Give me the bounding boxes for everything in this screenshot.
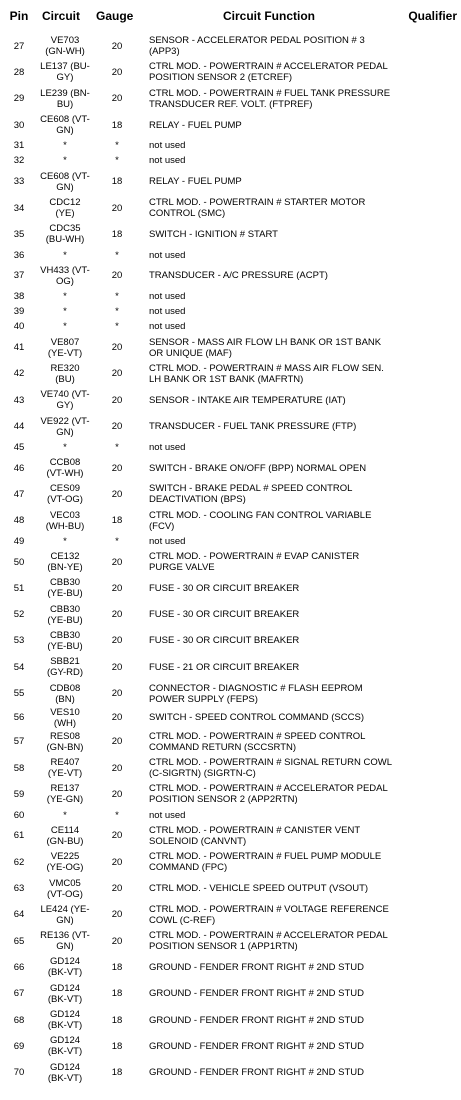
gauge-cell: 18	[111, 228, 123, 240]
circuit-cell: CDB08 (BN)	[49, 682, 81, 705]
qualifier-cell	[396, 413, 461, 439]
gauge-cell: 20	[111, 421, 123, 433]
pin-cell: 56	[13, 712, 25, 724]
gauge-cell: 18	[111, 119, 123, 131]
qualifier-cell	[396, 902, 461, 928]
pin-cell: 38	[13, 291, 25, 303]
qualifier-cell	[396, 954, 461, 980]
gauge-cell: 20	[111, 66, 123, 78]
gauge-cell: *	[115, 535, 119, 547]
header-row	[0, 0, 461, 33]
qualifier-cell	[396, 575, 461, 601]
qualifier-cell	[396, 875, 461, 901]
circuit-cell: GD124 (BK-VT)	[47, 1009, 83, 1032]
gauge-cell: *	[115, 140, 119, 152]
table-row	[0, 707, 461, 729]
qualifier-cell	[396, 33, 461, 59]
qualifier-cell	[396, 755, 461, 781]
circuit-cell: VE225 (YE-OG)	[46, 851, 84, 874]
pin-cell: 61	[13, 830, 25, 842]
function-cell: not used	[149, 441, 186, 453]
pin-cell: 54	[13, 661, 25, 673]
pin-cell: 70	[13, 1067, 25, 1079]
gauge-cell: 18	[111, 961, 123, 973]
circuit-cell: CE114 (GN-BU)	[46, 824, 84, 847]
function-cell: CTRL MOD. - POWERTRAIN # ACCELERATOR PEDAL POSITION SENSOR 2 (APP2RTN)	[149, 783, 388, 806]
table-row	[0, 507, 461, 533]
gauge-cell: 20	[111, 883, 123, 895]
qualifier-cell	[396, 1007, 461, 1033]
gauge-cell: 20	[111, 462, 123, 474]
header-pin: Pin	[9, 9, 29, 23]
qualifier-cell	[396, 361, 461, 387]
circuit-cell: RES08 (GN-BN)	[46, 730, 84, 753]
gauge-cell: 20	[111, 394, 123, 406]
table-row	[0, 247, 461, 262]
circuit-cell: CBB30 (YE-BU)	[47, 603, 83, 626]
gauge-cell: 20	[111, 661, 123, 673]
qualifier-cell	[396, 707, 461, 729]
function-cell: CTRL MOD. - VEHICLE SPEED OUTPUT (VSOUT)	[149, 883, 369, 895]
qualifier-cell	[396, 387, 461, 413]
table-row	[0, 387, 461, 413]
table-row	[0, 981, 461, 1007]
table-row	[0, 875, 461, 901]
gauge-cell: 20	[111, 556, 123, 568]
circuit-cell: LE424 (YE-GN)	[40, 903, 90, 926]
pin-cell: 57	[13, 736, 25, 748]
circuit-cell: VEC03 (WH-BU)	[45, 509, 85, 532]
pin-cell: 53	[13, 635, 25, 647]
table-body	[0, 33, 461, 1086]
table-row	[0, 928, 461, 954]
table-row	[0, 221, 461, 247]
function-cell: CTRL MOD. - POWERTRAIN # EVAP CANISTER PURGE VALVE	[149, 551, 360, 574]
qualifier-cell	[396, 289, 461, 304]
circuit-cell: CE132 (BN-YE)	[47, 551, 83, 574]
function-cell: FUSE - 30 OR CIRCUIT BREAKER	[149, 609, 300, 621]
qualifier-cell	[396, 849, 461, 875]
function-cell: SWITCH - IGNITION # START	[149, 228, 278, 240]
pin-cell: 58	[13, 762, 25, 774]
function-cell: GROUND - FENDER FRONT RIGHT # 2ND STUD	[149, 961, 364, 973]
qualifier-cell	[396, 86, 461, 112]
function-cell: CTRL MOD. - POWERTRAIN # FUEL TANK PRESSURE TRANSDUCER REF. VOLT. (FTPREF)	[149, 87, 391, 110]
table-row	[0, 808, 461, 823]
table-row	[0, 319, 461, 334]
circuit-cell: GD124 (BK-VT)	[47, 1035, 83, 1058]
pin-cell: 37	[13, 270, 25, 282]
circuit-cell: SBB21 (GY-RD)	[46, 656, 84, 679]
circuit-cell: CBB30 (YE-BU)	[47, 577, 83, 600]
circuit-cell: CDC12 (YE)	[49, 197, 81, 219]
qualifier-cell	[396, 1059, 461, 1085]
circuit-cell: CBB30 (YE-BU)	[47, 629, 83, 652]
pin-cell: 66	[13, 961, 25, 973]
gauge-cell: 20	[111, 488, 123, 500]
gauge-cell: *	[115, 155, 119, 167]
qualifier-cell	[396, 507, 461, 533]
circuit-cell: RE136 (VT-GN)	[40, 930, 90, 953]
table-row	[0, 263, 461, 289]
pin-cell: 43	[13, 394, 25, 406]
circuit-cell: VMC05 (VT-OG)	[47, 877, 83, 900]
qualifier-cell	[396, 549, 461, 575]
pin-cell: 55	[13, 688, 25, 700]
gauge-cell: 20	[111, 270, 123, 282]
circuit-cell: *	[63, 535, 67, 547]
circuit-cell: CDC35 (BU-WH)	[45, 223, 85, 246]
gauge-cell: 20	[111, 856, 123, 868]
table-row	[0, 86, 461, 112]
pin-cell: 49	[13, 535, 25, 547]
function-cell: FUSE - 21 OR CIRCUIT BREAKER	[149, 661, 300, 673]
circuit-cell: *	[63, 306, 67, 318]
gauge-cell: 20	[111, 342, 123, 354]
pin-cell: 51	[13, 582, 25, 594]
function-cell: RELAY - FUEL PUMP	[149, 176, 242, 188]
circuit-cell: *	[63, 140, 67, 152]
function-cell: TRANSDUCER - FUEL TANK PRESSURE (FTP)	[149, 421, 357, 433]
circuit-cell: CE608 (VT-GN)	[40, 170, 90, 193]
table-header	[0, 0, 461, 33]
table-row	[0, 549, 461, 575]
pin-cell: 45	[13, 441, 25, 453]
gauge-cell: *	[115, 809, 119, 821]
function-cell: TRANSDUCER - A/C PRESSURE (ACPT)	[149, 270, 328, 282]
pin-cell: 33	[13, 176, 25, 188]
function-cell: CTRL MOD. - POWERTRAIN # CANISTER VENT SOLENOID (CANVNT)	[149, 824, 360, 847]
pin-cell: 36	[13, 249, 25, 261]
table-row	[0, 59, 461, 85]
table-row	[0, 849, 461, 875]
pin-cell: 67	[13, 988, 25, 1000]
function-cell: GROUND - FENDER FRONT RIGHT # 2ND STUD	[149, 1040, 364, 1052]
gauge-cell: 20	[111, 40, 123, 52]
circuit-cell: CCB08 (VT-WH)	[46, 457, 84, 480]
pin-cell: 64	[13, 909, 25, 921]
gauge-cell: *	[115, 249, 119, 261]
pin-cell: 46	[13, 462, 25, 474]
pin-cell: 34	[13, 202, 25, 214]
circuit-cell: RE137 (YE-GN)	[46, 783, 84, 806]
circuit-cell: VE740 (VT-GY)	[40, 389, 90, 412]
gauge-cell: 20	[111, 712, 123, 724]
qualifier-cell	[396, 59, 461, 85]
function-cell: GROUND - FENDER FRONT RIGHT # 2ND STUD	[149, 1067, 364, 1079]
qualifier-cell	[396, 263, 461, 289]
function-cell: CONNECTOR - DIAGNOSTIC # FLASH EEPROM POWER SUPPLY (FEPS)	[149, 682, 363, 705]
qualifier-cell	[396, 304, 461, 319]
function-cell: RELAY - FUEL PUMP	[149, 119, 242, 131]
function-cell: SWITCH - BRAKE PEDAL # SPEED CONTROL DEACTIVATION (BPS)	[149, 483, 353, 506]
gauge-cell: 18	[111, 1040, 123, 1052]
gauge-cell: *	[115, 306, 119, 318]
pin-cell: 31	[13, 140, 25, 152]
gauge-cell: 20	[111, 368, 123, 380]
qualifier-cell	[396, 335, 461, 361]
qualifier-cell	[396, 153, 461, 168]
qualifier-cell	[396, 112, 461, 138]
table-row	[0, 902, 461, 928]
circuit-cell: VE922 (VT-GN)	[40, 415, 90, 438]
pin-cell: 62	[13, 856, 25, 868]
gauge-cell: 18	[111, 988, 123, 1000]
qualifier-cell	[396, 455, 461, 481]
qualifier-cell	[396, 195, 461, 221]
function-cell: CTRL MOD. - COOLING FAN CONTROL VARIABLE (FCV)	[149, 509, 372, 532]
pin-cell: 27	[13, 40, 25, 52]
function-cell: CTRL MOD. - POWERTRAIN # FUEL PUMP MODULE COMMAND (FPC)	[149, 851, 382, 874]
table-row	[0, 440, 461, 455]
circuit-cell: LE137 (BU-GY)	[40, 61, 90, 84]
qualifier-cell	[396, 138, 461, 153]
pin-cell: 65	[13, 935, 25, 947]
qualifier-cell	[396, 481, 461, 507]
qualifier-cell	[396, 1033, 461, 1059]
pin-cell: 47	[13, 488, 25, 500]
circuit-cell: RE320 (BU)	[50, 362, 80, 385]
pin-cell: 69	[13, 1040, 25, 1052]
pin-cell: 60	[13, 809, 25, 821]
table-row	[0, 654, 461, 680]
table-row	[0, 289, 461, 304]
pin-cell: 63	[13, 883, 25, 895]
qualifier-cell	[396, 319, 461, 334]
pin-cell: 28	[13, 66, 25, 78]
qualifier-cell	[396, 781, 461, 807]
gauge-cell: 18	[111, 515, 123, 527]
function-cell: not used	[149, 291, 186, 303]
table-row	[0, 729, 461, 755]
circuit-cell: VES10 (WH)	[50, 706, 80, 729]
circuit-cell: GD124 (BK-VT)	[47, 982, 83, 1005]
gauge-cell: 20	[111, 830, 123, 842]
qualifier-cell	[396, 729, 461, 755]
pin-cell: 29	[13, 93, 25, 105]
gauge-cell: *	[115, 321, 119, 333]
gauge-cell: 20	[111, 582, 123, 594]
table-row	[0, 680, 461, 706]
pin-cell: 35	[13, 228, 25, 240]
function-cell: CTRL MOD. - POWERTRAIN # STARTER MOTOR CONTROL (SMC)	[149, 197, 366, 219]
gauge-cell: 20	[111, 736, 123, 748]
function-cell: not used	[149, 535, 186, 547]
table-row	[0, 138, 461, 153]
circuit-cell: CES09 (VT-OG)	[47, 483, 83, 506]
table-row	[0, 112, 461, 138]
function-cell: SENSOR - INTAKE AIR TEMPERATURE (IAT)	[149, 394, 346, 406]
gauge-cell: 20	[111, 935, 123, 947]
table-row	[0, 455, 461, 481]
table-row	[0, 481, 461, 507]
qualifier-cell	[396, 440, 461, 455]
pin-cell: 68	[13, 1014, 25, 1026]
function-cell: not used	[149, 140, 186, 152]
qualifier-cell	[396, 221, 461, 247]
function-cell: GROUND - FENDER FRONT RIGHT # 2ND STUD	[149, 1014, 364, 1026]
gauge-cell: *	[115, 291, 119, 303]
table-row	[0, 628, 461, 654]
table-row	[0, 1007, 461, 1033]
circuit-cell: VE703 (GN-WH)	[45, 35, 85, 58]
pin-cell: 59	[13, 788, 25, 800]
table-row	[0, 954, 461, 980]
table-row	[0, 413, 461, 439]
qualifier-cell	[396, 680, 461, 706]
pin-cell: 44	[13, 421, 25, 433]
circuit-cell: CE608 (VT-GN)	[40, 114, 90, 137]
function-cell: SWITCH - SPEED CONTROL COMMAND (SCCS)	[149, 712, 364, 724]
pin-cell: 41	[13, 342, 25, 354]
qualifier-cell	[396, 247, 461, 262]
table-row	[0, 33, 461, 59]
pin-cell: 48	[13, 515, 25, 527]
pin-cell: 52	[13, 609, 25, 621]
function-cell: SENSOR - MASS AIR FLOW LH BANK OR 1ST BANK OR UNIQUE (MAF)	[149, 336, 382, 359]
circuit-cell: *	[63, 809, 67, 821]
table-row	[0, 153, 461, 168]
qualifier-cell	[396, 628, 461, 654]
function-cell: GROUND - FENDER FRONT RIGHT # 2ND STUD	[149, 988, 364, 1000]
qualifier-cell	[396, 823, 461, 849]
table-row	[0, 781, 461, 807]
pin-cell: 30	[13, 119, 25, 131]
function-cell: CTRL MOD. - POWERTRAIN # SPEED CONTROL COMMAND RETURN (SCCSRTN)	[149, 730, 366, 753]
function-cell: not used	[149, 249, 186, 261]
gauge-cell: 18	[111, 1067, 123, 1079]
function-cell: not used	[149, 321, 186, 333]
circuit-cell: *	[63, 291, 67, 303]
function-cell: FUSE - 30 OR CIRCUIT BREAKER	[149, 582, 300, 594]
header-circuit: Circuit	[42, 9, 81, 23]
header-circuit-function: Circuit Function	[223, 9, 315, 23]
table-row	[0, 169, 461, 195]
circuit-cell: *	[63, 249, 67, 261]
circuit-cell: *	[63, 155, 67, 167]
pin-cell: 32	[13, 155, 25, 167]
table-row	[0, 534, 461, 549]
gauge-cell: *	[115, 441, 119, 453]
qualifier-cell	[396, 981, 461, 1007]
gauge-cell: 20	[111, 909, 123, 921]
circuit-cell: GD124 (BK-VT)	[47, 956, 83, 979]
gauge-cell: 20	[111, 635, 123, 647]
circuit-cell: VE807 (YE-VT)	[47, 336, 83, 359]
pin-cell: 39	[13, 306, 25, 318]
table-row	[0, 1033, 461, 1059]
gauge-cell: 20	[111, 788, 123, 800]
table-row	[0, 575, 461, 601]
gauge-cell: 20	[111, 609, 123, 621]
table-row	[0, 823, 461, 849]
qualifier-cell	[396, 534, 461, 549]
circuit-cell: RE407 (YE-VT)	[47, 757, 83, 780]
gauge-cell: 20	[111, 93, 123, 105]
pin-cell: 50	[13, 556, 25, 568]
table-row	[0, 304, 461, 319]
qualifier-cell	[396, 808, 461, 823]
header-gauge: Gauge	[96, 9, 134, 23]
gauge-cell: 18	[111, 1014, 123, 1026]
function-cell: CTRL MOD. - POWERTRAIN # VOLTAGE REFERENCE COWL (C-REF)	[149, 903, 389, 926]
function-cell: FUSE - 30 OR CIRCUIT BREAKER	[149, 635, 300, 647]
qualifier-cell	[396, 654, 461, 680]
function-cell: SENSOR - ACCELERATOR PEDAL POSITION # 3 (APP3)	[149, 35, 365, 58]
pin-cell: 42	[13, 368, 25, 380]
gauge-cell: 20	[111, 688, 123, 700]
circuit-cell: *	[63, 441, 67, 453]
circuit-cell: GD124 (BK-VT)	[47, 1061, 83, 1084]
qualifier-cell	[396, 928, 461, 954]
function-cell: CTRL MOD. - POWERTRAIN # ACCELERATOR PEDAL POSITION SENSOR 1 (APP1RTN)	[149, 930, 388, 953]
gauge-cell: 20	[111, 762, 123, 774]
table-row	[0, 755, 461, 781]
function-cell: CTRL MOD. - POWERTRAIN # ACCELERATOR PEDAL POSITION SENSOR 2 (ETCREF)	[149, 61, 388, 84]
gauge-cell: 20	[111, 202, 123, 214]
table-row	[0, 195, 461, 221]
function-cell: CTRL MOD. - POWERTRAIN # SIGNAL RETURN COWL (C-SIGRTN) (SIGRTN-C)	[149, 757, 392, 780]
function-cell: CTRL MOD. - POWERTRAIN # MASS AIR FLOW SEN. LH BANK OR 1ST BANK (MAFRTN)	[149, 362, 384, 385]
circuit-cell: *	[63, 321, 67, 333]
circuit-cell: VH433 (VT-OG)	[40, 264, 90, 287]
table-row	[0, 1059, 461, 1085]
function-cell: not used	[149, 306, 186, 318]
qualifier-cell	[396, 169, 461, 195]
qualifier-cell	[396, 602, 461, 628]
function-cell: not used	[149, 809, 186, 821]
pin-cell: 40	[13, 321, 25, 333]
header-qualifier: Qualifier	[408, 9, 457, 23]
table-row	[0, 361, 461, 387]
table-row	[0, 335, 461, 361]
gauge-cell: 18	[111, 176, 123, 188]
table-row	[0, 602, 461, 628]
function-cell: not used	[149, 155, 186, 167]
circuit-cell: LE239 (BN-BU)	[40, 87, 90, 110]
function-cell: SWITCH - BRAKE ON/OFF (BPP) NORMAL OPEN	[149, 462, 367, 474]
